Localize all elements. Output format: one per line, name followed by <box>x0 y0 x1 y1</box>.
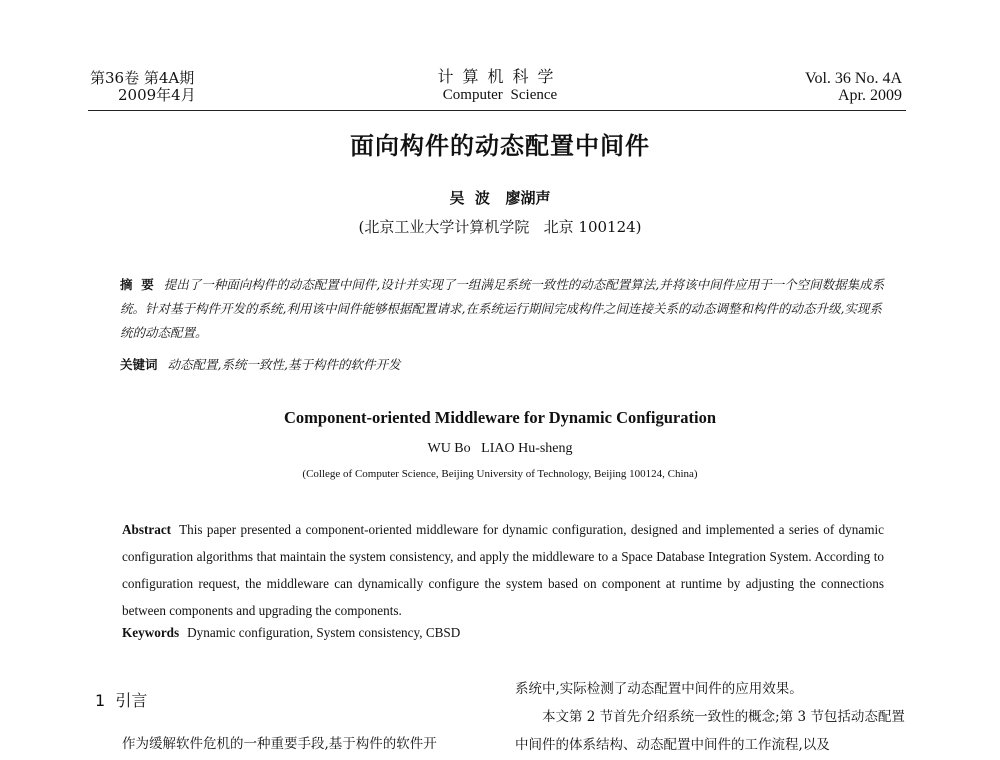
journal-name <box>410 68 590 104</box>
volume-issue: 第36卷 第4A期 <box>90 69 195 87</box>
authors-en: WU Bo LIAO Hu-sheng <box>427 441 573 456</box>
body-paragraph-right-2: 本文第 2 节首先介绍系统一致性的概念;第 3 节包括动态配置中间件的体系结构、动态配置中间件的工作流程,以及 <box>515 709 905 753</box>
paper-title-en: Component-oriented Middleware for Dynamic Configuration <box>283 408 717 427</box>
abstract-en-label: Abstract <box>122 522 172 537</box>
authors-cn: 吴 波 廖湖声 <box>449 189 551 207</box>
header-rule <box>88 110 906 111</box>
journal-name-cn: 计算机科学 <box>437 67 563 86</box>
affiliation-en: (College of Computer Science, Beijing University of Technology, Beijing 100124, China) <box>302 468 698 480</box>
keywords-cn <box>120 355 890 375</box>
volume-issue-en: Vol. 36 No. 4A <box>804 70 902 87</box>
keywords-en <box>122 623 884 643</box>
abstract-cn <box>120 273 890 345</box>
abstract-en <box>122 516 884 624</box>
section-heading-introduction: 1 引言 <box>95 691 148 710</box>
affiliation-cn: (北京工业大学计算机学院 北京 100124) <box>358 218 642 236</box>
issue-date-en: Apr. 2009 <box>838 87 902 104</box>
journal-name-en: Computer Science <box>442 87 558 103</box>
keywords-en-text: Dynamic configuration, System consistency, CBSD <box>187 625 461 640</box>
keywords-cn-label: 关键词 <box>120 357 158 372</box>
abstract-cn-text: 提出了一种面向构件的动态配置中间件,设计并实现了一组满足系统一致性的动态配置算法,并将该中间件应用于一个空间数据集成系统。针对基于构件开发的系统,利用该中间件能够根据配置请求,在系统运行期间完成构件之间连接关系的动态调整和构件的动态升级,实现系统的动态配置。 <box>120 277 885 340</box>
journal-volume-info <box>90 70 196 104</box>
issue-date-cn: 2009年4月 <box>118 86 196 104</box>
keywords-cn-text: 动态配置,系统一致性,基于构件的软件开发 <box>167 357 401 372</box>
body-column-right <box>515 675 910 759</box>
keywords-en-label: Keywords <box>122 625 180 640</box>
body-paragraph-right-1: 系统中,实际检测了动态配置中间件的应用效果。 <box>515 681 803 697</box>
body-paragraph-left: 作为缓解软件危机的一种重要手段,基于构件的软件开 <box>122 736 437 752</box>
journal-volume-info-en <box>805 70 902 104</box>
paper-title-cn: 面向构件的动态配置中间件 <box>350 132 650 160</box>
abstract-en-text: This paper presented a component-oriented middleware for dynamic configuration, designed and implemented a series of dynamic configuration algorithms that maintain the system consistency, and apply the middleware to a Space Database Integration System. According to configuration request, the middleware can dynamically configure the system based on component at runtime by adjusting the connections between components and upgrading the components. <box>122 522 884 618</box>
abstract-cn-label: 摘 要 <box>120 277 154 292</box>
